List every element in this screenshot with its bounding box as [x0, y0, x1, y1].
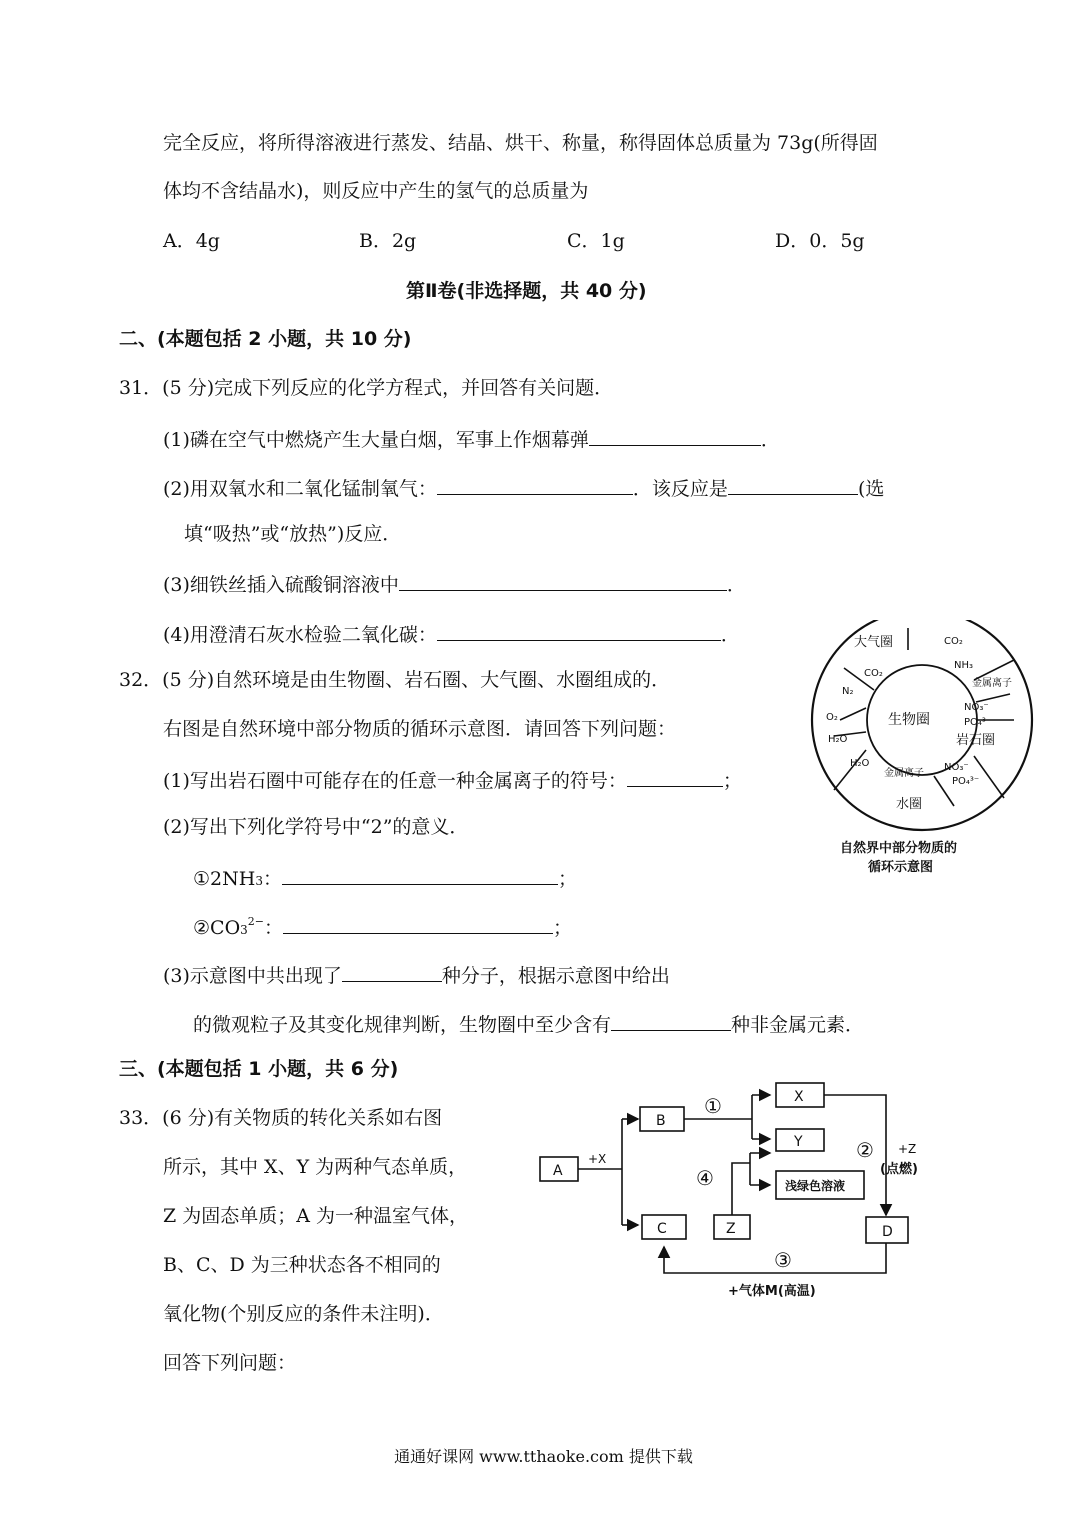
q32-co3-sub: 3 [240, 923, 248, 937]
q31-sub2-text-b: ．该反应是 [632, 478, 728, 500]
q32-sub3-text-d: 种非金属元素． [731, 1014, 865, 1036]
edge-z-up [732, 1163, 750, 1215]
q32-co3-pre: ②CO [193, 917, 241, 939]
q32-answer-blank-2a[interactable] [282, 864, 558, 885]
node-x: X [794, 1089, 804, 1105]
label-gas-m: +气体M(高温) [728, 1284, 816, 1299]
q32-semi-2: ； [553, 917, 573, 939]
q30-option-b: B．2g [359, 230, 417, 252]
label-h2o-2: H₂O [850, 758, 870, 769]
label-no3-1: NO₃⁻ [964, 702, 989, 713]
q32-2nh3-sub: 3 [255, 874, 263, 888]
q32-stem: 32．(5 分)自然环境是由生物圈、岩石圈、大气圈、水圈组成的． [119, 669, 671, 691]
q32-answer-blank-2b[interactable] [283, 913, 553, 934]
q32-sub2-ii [193, 913, 572, 943]
q31-sub4-text: (4)用澄清石灰水检验二氧化碳： [163, 624, 437, 646]
q32-co3-sup: 2− [247, 915, 265, 928]
q32-answer-blank-3a[interactable] [342, 961, 442, 982]
figure-caption-1: 自然界中部分物质的 [840, 841, 958, 856]
q30-options [163, 229, 923, 253]
cycle-diagram [804, 620, 1040, 880]
label-nh3: NH₃ [954, 660, 974, 671]
q30-text-line1: 完全反应，将所得溶液进行蒸发、结晶、烘干、称量，称得固体总质量为 73g(所得固 [163, 132, 878, 154]
q32-sub3-text-b: 种分子，根据示意图中给出 [441, 965, 670, 987]
label-ignite: (点燃) [880, 1162, 918, 1177]
label-co2: CO₂ [864, 668, 883, 679]
q32-2nh3-post: ： [262, 868, 282, 890]
label-circle-2: ② [856, 1138, 874, 1162]
q31-answer-blank-3[interactable] [399, 570, 727, 591]
q30-option-c: C．1g [567, 230, 625, 252]
arrow-10 [934, 776, 954, 806]
q32-sub1 [163, 766, 742, 793]
q31-answer-blank-2[interactable] [437, 474, 633, 495]
q32-sub3-cont [193, 1010, 864, 1037]
node-solution: 浅绿色溶液 [785, 1179, 846, 1193]
node-d: D [882, 1224, 893, 1240]
q30-text-line2: 体均不含结晶水)，则反应中产生的氢气的总质量为 [163, 180, 589, 202]
arrow-3 [840, 708, 866, 720]
label-h2o-1: H₂O [828, 734, 848, 745]
q30-option-d: D．0．5g [775, 230, 865, 252]
q31-sub4 [163, 620, 740, 647]
q31-sub3-text: (3)细铁丝插入硫酸铜溶液中 [163, 574, 399, 596]
part2-title: 第Ⅱ卷(非选择题，共 40 分) [406, 280, 647, 302]
node-c: C [657, 1221, 667, 1237]
q32-sub3-text-c: 的微观粒子及其变化规律判断，生物圈中至少含有 [193, 1014, 612, 1036]
q31-answer-blank-2b[interactable] [728, 474, 858, 495]
q31-answer-blank-1[interactable] [589, 425, 761, 446]
q32-semi-1: ； [557, 868, 577, 890]
label-rock: 岩石圈 [956, 733, 996, 748]
q31-sub1-end: ． [760, 429, 780, 451]
q31-sub3-end: ． [726, 574, 746, 596]
label-metal-ion-1: 金属离子 [972, 678, 1012, 689]
label-plus-z: +Z [898, 1142, 917, 1156]
q32-answer-blank-1[interactable] [627, 766, 723, 787]
label-no3-2: NO₃⁻ [944, 762, 969, 773]
arrow-6 [974, 660, 1014, 680]
q32-answer-blank-3b[interactable] [611, 1010, 731, 1031]
label-po4-1: PO₄³⁻ [964, 717, 992, 728]
label-metal-ion-2: 金属离子 [884, 768, 924, 779]
q33-line4: B、C、D 为三种状态各不相同的 [163, 1254, 441, 1276]
section2-heading: 二、(本题包括 2 小题，共 10 分) [119, 328, 412, 350]
q33-line3: Z 为固态单质；A 为一种温室气体， [163, 1205, 469, 1227]
arrow-5 [834, 750, 866, 790]
label-plus-x: +X [588, 1152, 607, 1166]
q32-sub1-end: ； [722, 770, 742, 792]
label-biosphere: 生物圈 [888, 712, 930, 728]
label-atmosphere: 大气圈 [854, 635, 894, 650]
node-a: A [553, 1163, 563, 1179]
section3-heading: 三、(本题包括 1 小题，共 6 分) [119, 1058, 399, 1080]
q33-line1: 33．(6 分)有关物质的转化关系如右图 [119, 1107, 443, 1129]
label-o2: O₂ [826, 712, 838, 723]
q31-sub3 [163, 570, 746, 597]
figure-caption-2: 循环示意图 [868, 860, 934, 875]
label-co2-top: CO₂ [944, 636, 963, 647]
q31-sub2-cont: 填“吸热”或“放热”)反应． [184, 523, 402, 545]
node-y: Y [794, 1134, 803, 1150]
q31-sub1-text: (1)磷在空气中燃烧产生大量白烟，军事上作烟幕弹 [163, 429, 589, 451]
q33-line6: 回答下列问题： [163, 1352, 297, 1374]
q32-sub3 [163, 961, 670, 988]
label-n2: N₂ [842, 686, 854, 697]
label-circle-4: ④ [696, 1166, 714, 1190]
label-po4-2: PO₄³⁻ [952, 776, 980, 787]
label-circle-3: ③ [774, 1248, 792, 1272]
page-footer: 通通好课网 www.tthaoke.com 提供下载 [394, 1447, 693, 1466]
q30-option-a: A．4g [163, 230, 220, 252]
q32-sub2-i [193, 864, 577, 893]
q31-answer-blank-4[interactable] [437, 620, 721, 641]
q31-stem: 31．(5 分)完成下列反应的化学方程式，并回答有关问题． [119, 377, 614, 399]
node-b: B [656, 1113, 666, 1129]
q33-line5: 氧化物(个别反应的条件未注明)． [163, 1303, 444, 1325]
q32-sub1-text: (1)写出岩石圈中可能存在的任意一种金属离子的符号： [163, 770, 627, 792]
node-z: Z [726, 1221, 736, 1237]
q33-line2: 所示，其中 X、Y 为两种气态单质， [163, 1156, 468, 1178]
q32-stem2: 右图是自然环境中部分物质的循环示意图．请回答下列问题： [163, 718, 677, 740]
q32-co3-post: ： [264, 917, 284, 939]
label-circle-1: ① [704, 1094, 722, 1118]
label-water: 水圈 [896, 797, 923, 812]
arrow-7 [976, 694, 1010, 702]
transformation-diagram [530, 1075, 960, 1305]
q31-sub2 [163, 474, 884, 501]
q31-sub4-end: ． [720, 624, 740, 646]
q31-sub2-text-a: (2)用双氧水和二氧化锰制氧气： [163, 478, 437, 500]
q31-sub2-text-c: (选 [857, 478, 885, 500]
q32-sub2: (2)写出下列化学符号中“2”的意义． [163, 816, 469, 838]
q32-sub3-text-a: (3)示意图中共出现了 [163, 965, 342, 987]
q31-sub1 [163, 425, 780, 452]
q32-2nh3-pre: ①2NH [193, 868, 256, 890]
